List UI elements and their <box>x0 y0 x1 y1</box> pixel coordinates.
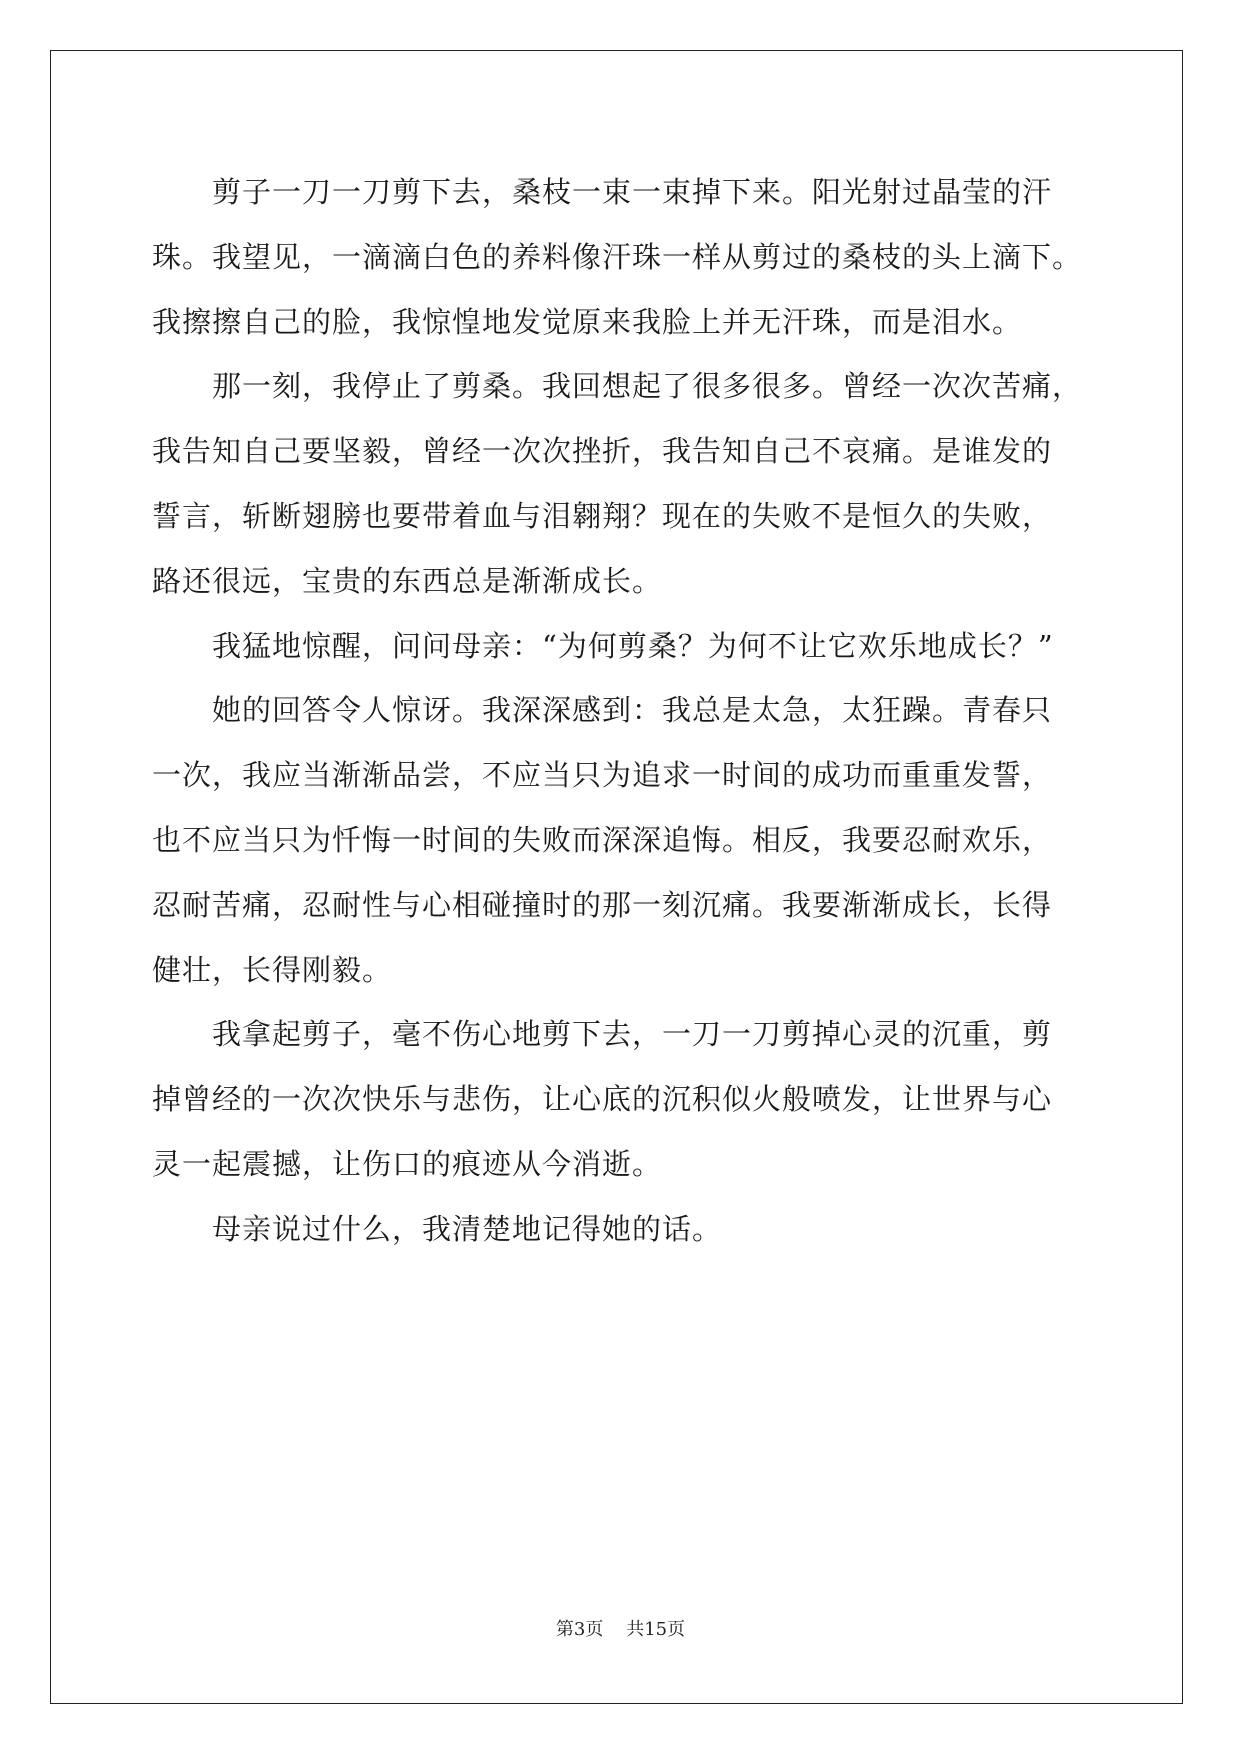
text-line: 忍耐苦痛，忍耐性与心相碰撞时的那一刻沉痛。我要渐渐成长，长得 <box>152 887 1053 922</box>
text-line: 珠。我望见，一滴滴白色的养料像汗珠一样从剪过的桑枝的头上滴下。 <box>152 239 1083 274</box>
text-line: 母亲说过什么，我清楚地记得她的话。 <box>152 1211 723 1246</box>
text-line: 那一刻，我停止了剪桑。我回想起了很多很多。曾经一次次苦痛， <box>152 369 1083 404</box>
text-line: 健壮，长得刚毅。 <box>152 952 393 987</box>
page-total: 共15页 <box>626 1619 686 1640</box>
document-body <box>152 160 1092 1262</box>
text-line: 也不应当只为忏悔一时间的失败而深深追悔。相反，我要忍耐欢乐， <box>152 822 1053 857</box>
text-line: 一次，我应当渐渐品尝，不应当只为追求一时间的成功而重重发誓， <box>152 758 1053 793</box>
page-footer <box>0 1615 1241 1641</box>
text-line: 剪子一刀一刀剪下去，桑枝一束一束掉下来。阳光射过晶莹的汗 <box>152 175 1053 209</box>
page-number: 第3页 <box>555 1619 604 1640</box>
text-line: 灵一起震撼，让伤口的痕迹从今消逝。 <box>152 1146 663 1181</box>
text-line: 我擦擦自己的脸，我惊惶地发觉原来我脸上并无汗珠，而是泪水。 <box>152 304 1023 339</box>
text-line: 她的回答令人惊讶。我深深感到：我总是太急，太狂躁。青春只 <box>152 693 1053 728</box>
text-line: 誓言，斩断翅膀也要带着血与泪翱翔？现在的失败不是恒久的失败， <box>152 498 1053 533</box>
text-line: 路还很远，宝贵的东西总是渐渐成长。 <box>152 563 663 598</box>
text-line: 我拿起剪子，毫不伤心地剪下去，一刀一刀剪掉心灵的沉重，剪 <box>152 1017 1053 1052</box>
text-line: 掉曾经的一次次快乐与悲伤，让心底的沉积似火般喷发，让世界与心 <box>152 1082 1053 1117</box>
text-line: 我猛地惊醒，问问母亲：“为何剪桑？为何不让它欢乐地成长？” <box>152 628 1054 663</box>
text-line: 我告知自己要坚毅，曾经一次次挫折，我告知自己不哀痛。是谁发的 <box>152 434 1053 469</box>
